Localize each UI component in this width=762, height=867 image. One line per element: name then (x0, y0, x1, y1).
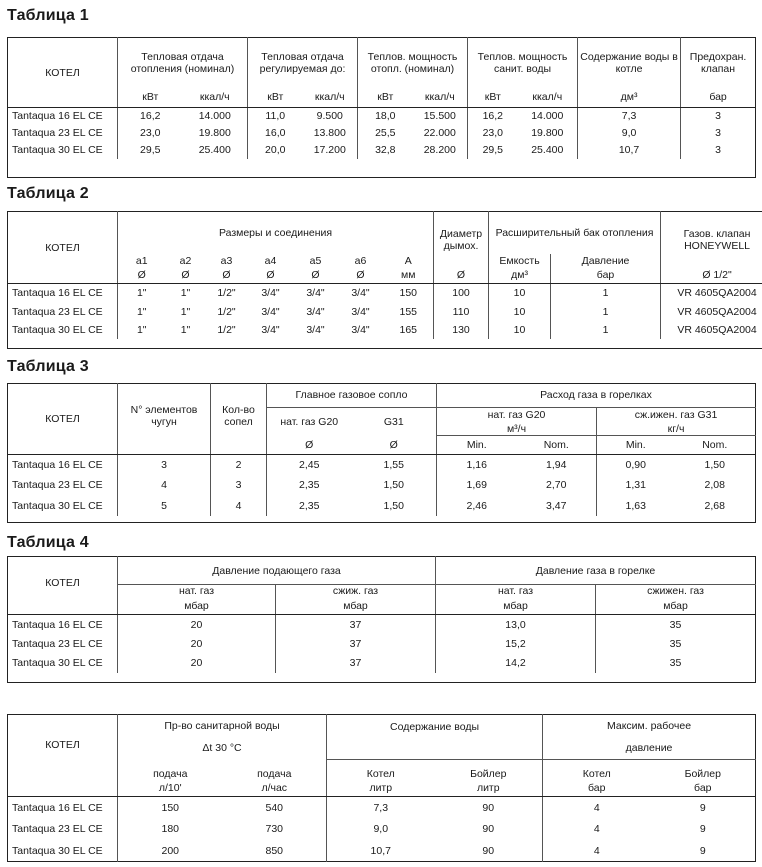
table-row (8, 796, 756, 818)
table2-header-3: Расширительный бак отопления (489, 212, 661, 254)
table2-cell: VR 4605QA2004 (677, 323, 757, 336)
table2-unit: Ø (434, 268, 489, 284)
table2-cell: 1/2" (217, 287, 236, 300)
table5-header-3: Максим. рабочее (607, 719, 692, 732)
table2-cell: 3/4" (261, 287, 280, 300)
table3-header-1: N° элементов чугун (118, 384, 211, 455)
table5-cell: 90 (435, 840, 543, 861)
table3-cell: 1,50 (352, 475, 437, 495)
table2-cell: 3/4" (306, 305, 325, 318)
table1-cell: 7,3 (578, 108, 681, 125)
table4-cell: 35 (669, 657, 682, 669)
table3 (7, 383, 756, 523)
table2-unit: Ø (118, 268, 166, 284)
table-row (8, 840, 756, 861)
table3-sub-flow-g31-unit: кг/ч (667, 422, 685, 435)
table5-cell: 9,0 (373, 823, 389, 836)
table5-sub: подача (153, 767, 188, 780)
table1-cell: 25,5 (375, 127, 396, 139)
table1-cell: 32,8 (375, 144, 396, 156)
table5-cell: 4 (593, 823, 600, 836)
table1-cell: 18,0 (375, 110, 396, 123)
table4-cell: 37 (276, 654, 436, 673)
table5-cell: 9 (699, 844, 706, 857)
table1-cell: 10,7 (578, 142, 681, 159)
table2-unit: Ø (248, 268, 294, 284)
table4-unit: мбар (436, 598, 596, 615)
table2-cell: VR 4605QA2004 (677, 287, 757, 300)
table5-unit: бар (651, 780, 756, 796)
table1-cell: 28.200 (413, 142, 468, 159)
table5-cell: 200 (161, 844, 180, 857)
table5-cell: 9 (699, 801, 706, 814)
table1-unit: ккал/ч (303, 88, 358, 108)
table2-cell: 1" (180, 305, 191, 318)
table1-title: Таблица 1 (7, 7, 89, 24)
table1-cell: 23,0 (482, 127, 503, 139)
table5-unit: л/час (223, 780, 327, 796)
table5 (7, 714, 756, 862)
table1-unit: дм³ (578, 88, 681, 108)
table5-cell: 4 (593, 844, 600, 857)
table2-sub: Давление (551, 254, 661, 268)
table3-kotel-header: КОТЕЛ (8, 384, 118, 455)
table4-cell: 37 (276, 635, 436, 654)
table3-cell: 2,35 (299, 479, 320, 492)
table2-sub: a1 (135, 254, 148, 267)
table3-title: Таблица 3 (7, 358, 89, 375)
table2-title: Таблица 2 (7, 185, 89, 202)
table1-header-6: Предохран. клапан (689, 50, 747, 75)
table2-cell: 1/2" (217, 305, 236, 318)
table2-cell: 1" (136, 323, 147, 336)
table1-cell: 13.800 (303, 125, 358, 142)
table5-cell: Tantaqua 16 EL CE (8, 796, 118, 818)
table2-sub: A (384, 254, 434, 268)
table5-cell: Tantaqua 30 EL CE (8, 840, 118, 861)
table5-sub: подача (223, 759, 327, 779)
table5-header-3b: давление (625, 741, 673, 754)
table1-cell: Tantaqua 16 EL CE (8, 108, 118, 125)
table3-cell: Tantaqua 30 EL CE (8, 496, 118, 516)
table3-cell: 1,94 (517, 455, 597, 475)
table2-unit: бар (551, 268, 661, 284)
table1-cell: 3 (715, 110, 721, 123)
table4-cell: Tantaqua 30 EL CE (8, 654, 118, 673)
table5-unit: литр (435, 780, 543, 796)
table2-unit: мм (384, 268, 434, 284)
table5-sub: Бойлер (651, 759, 756, 779)
table4-kotel-header: КОТЕЛ (8, 557, 118, 615)
table3-unit: Min. (437, 436, 517, 455)
table4-header-1: Давление подающего газа (118, 557, 436, 585)
table1-cell: 15.500 (413, 108, 468, 125)
table5-sub: Бойлер (435, 759, 543, 779)
table3-cell: 4 (211, 496, 267, 516)
table5-unit: литр (327, 780, 435, 796)
table4-sub: сжижен. газ (647, 585, 704, 598)
table3-cell: 1,69 (466, 479, 487, 492)
table1-cell: 25.400 (518, 142, 578, 159)
table3-cell: 2 (211, 455, 267, 475)
table4-unit: мбар (276, 598, 436, 615)
table3-cell: 3,47 (517, 496, 597, 516)
table1-header-3: Теплов. мощность отопл. (номинал) (358, 38, 468, 88)
table3-unit: Nom. (517, 436, 597, 455)
table4-cell: 20 (118, 635, 276, 654)
table5-header-1: Пр-во санитарной воды (118, 715, 327, 737)
table3-cell: 1,50 (352, 496, 437, 516)
table2-cell: 150 (384, 284, 434, 303)
table2-cell: 110 (434, 303, 489, 321)
table2-sub: a4 (264, 254, 277, 267)
table3-cell: 4 (118, 475, 211, 495)
table1-header-5: Содержание воды в котле (578, 38, 681, 88)
table1-unit: бар (681, 88, 756, 108)
table3-sub-flow-g31: сж.ижен. газ G31 (597, 407, 756, 422)
table2-cell: 3/4" (351, 287, 370, 300)
table2-unit: Ø (294, 268, 338, 284)
table1-cell: 9,0 (578, 125, 681, 142)
table1-unit: ккал/ч (183, 88, 248, 108)
table5-sub: Котел (543, 759, 651, 779)
table1-unit: ккал/ч (518, 88, 578, 108)
table2-cell: 3/4" (351, 305, 370, 318)
table1-cell: 16,2 (482, 110, 503, 123)
table5-cell: 850 (223, 840, 327, 861)
table1-cell: 29,5 (140, 144, 161, 156)
table-row (8, 496, 756, 516)
table2-cell: 165 (384, 321, 434, 339)
table-row (8, 303, 762, 321)
table5-cell: 180 (161, 823, 180, 836)
table3-sub-flow-g20: нат. газ G20 (437, 407, 597, 422)
table4-cell: 35 (669, 638, 682, 650)
table3-unit: Nom. (675, 436, 756, 455)
table2-cell: Tantaqua 23 EL CE (8, 303, 118, 321)
table4-unit: мбар (596, 598, 756, 615)
table3-cell: 1,50 (704, 459, 725, 472)
table5-header-2: Содержание воды (327, 715, 543, 760)
table4-cell: 37 (276, 615, 436, 635)
table2-sub: Емкость (489, 254, 551, 268)
table2-unit: дм³ (489, 268, 551, 284)
table1-cell: 29,5 (482, 144, 503, 156)
table-row (8, 635, 756, 654)
table3-sub-g20: нат. газ G20 (267, 407, 352, 435)
table3-cell: 2,46 (466, 499, 487, 512)
table4-sub: сжиж. газ (276, 585, 436, 598)
table1-kotel-header: КОТЕЛ (8, 38, 118, 108)
table3-header-3: Главное газовое сопло (267, 384, 437, 408)
table2-cell: 1" (136, 287, 147, 300)
table2-cell: 10 (489, 321, 551, 339)
table5-cell: 150 (161, 801, 180, 814)
table1-cell: 17.200 (303, 142, 358, 159)
table2-cell: 1" (180, 287, 191, 300)
table3-sub-flow-g20-unit: м³/ч (437, 422, 597, 435)
table3-sub-g31: G31 (352, 407, 437, 435)
table1 (7, 37, 756, 178)
table3-cell: 2,35 (299, 499, 320, 512)
table2-cell: 3/4" (351, 323, 370, 336)
table2-cell: 3/4" (306, 287, 325, 300)
table1-cell: Tantaqua 30 EL CE (8, 142, 118, 159)
table4-cell: Tantaqua 23 EL CE (8, 635, 118, 654)
table5-unit: бар (543, 780, 651, 796)
table2 (7, 211, 762, 349)
table3-cell: Tantaqua 16 EL CE (8, 455, 118, 475)
table2-unit: Ø (338, 268, 384, 284)
table3-cell: 2,45 (299, 459, 320, 472)
table1-unit: кВт (358, 88, 413, 108)
table3-unit: Ø (267, 436, 352, 455)
table2-cell: 3/4" (261, 305, 280, 318)
table2-cell: 1 (551, 321, 661, 339)
table3-cell: 5 (118, 496, 211, 516)
table1-cell: 16,2 (140, 110, 161, 123)
table-row (8, 142, 756, 159)
table3-cell: 0,90 (625, 459, 646, 472)
table4-title: Таблица 4 (7, 534, 89, 551)
table4-sub: нат. газ (118, 585, 276, 598)
table1-unit: ккал/ч (413, 88, 468, 108)
table3-cell: 3 (118, 455, 211, 475)
table1-cell: 25.400 (183, 142, 248, 159)
table1-cell: 23,0 (140, 127, 161, 139)
table-row (8, 819, 756, 840)
table2-sub: a5 (309, 254, 322, 267)
table2-cell: 1" (136, 305, 147, 318)
table2-kotel-header: КОТЕЛ (8, 212, 118, 284)
table3-cell: 2,70 (517, 475, 597, 495)
table-row (8, 455, 756, 475)
table2-sub: a6 (354, 254, 367, 267)
table4-cell: 13,0 (436, 615, 596, 635)
table2-cell: Tantaqua 16 EL CE (8, 284, 118, 303)
table4-cell: 15,2 (436, 635, 596, 654)
table4-cell: 35 (669, 618, 682, 631)
table5-cell: 7,3 (373, 801, 389, 814)
table2-cell: 1/2" (217, 323, 236, 336)
table-row (8, 475, 756, 495)
table1-cell: 20,0 (265, 144, 286, 156)
table2-cell: 1 (551, 284, 661, 303)
table4-cell: Tantaqua 16 EL CE (8, 615, 118, 635)
table2-cell: 1 (551, 303, 661, 321)
table3-header-2: Кол-во сопел (211, 384, 267, 455)
table4-cell: 14,2 (436, 654, 596, 673)
table-row (8, 615, 756, 635)
table1-cell: 14.000 (183, 108, 248, 125)
table4-cell: 20 (118, 615, 276, 635)
table4-cell: 20 (118, 654, 276, 673)
table-row (8, 321, 762, 339)
table2-sub: a2 (179, 254, 192, 267)
table2-cell: Tantaqua 30 EL CE (8, 321, 118, 339)
table1-cell: 19.800 (183, 125, 248, 142)
table3-cell: Tantaqua 23 EL CE (8, 475, 118, 495)
table2-cell: 1" (180, 323, 191, 336)
table-row (8, 125, 756, 142)
table3-cell: 1,16 (466, 459, 487, 472)
table3-cell: 2,08 (704, 479, 725, 492)
table4-unit: мбар (118, 598, 276, 615)
table2-unit: Ø (166, 268, 206, 284)
table3-cell: 3 (211, 475, 267, 495)
table1-cell: 3 (715, 144, 721, 156)
table2-sub: a3 (220, 254, 233, 267)
table5-cell: 10,7 (370, 844, 391, 857)
table2-cell: VR 4605QA2004 (677, 305, 757, 318)
table1-cell: 11,0 (265, 110, 286, 123)
table1-cell: 22.000 (413, 125, 468, 142)
table2-header-2: Диаметр дымох. (434, 212, 489, 268)
table4-sub: нат. газ (436, 585, 596, 598)
table2-header-1: Размеры и соединения (118, 212, 434, 254)
table1-cell: 9.500 (303, 108, 358, 125)
table1-unit: кВт (248, 88, 303, 108)
table2-unit: Ø 1/2" (661, 268, 762, 284)
table2-cell: 3/4" (306, 323, 325, 336)
table3-cell: 1,31 (625, 479, 646, 492)
table4-header-2: Давление газа в горелке (436, 557, 756, 585)
table4 (7, 556, 756, 683)
table1-unit: кВт (468, 88, 518, 108)
table2-cell: 100 (434, 284, 489, 303)
table-row (8, 654, 756, 673)
table5-cell: 90 (435, 819, 543, 840)
table5-unit: л/10' (118, 780, 223, 796)
table5-cell: 4 (593, 801, 600, 814)
table5-cell: Tantaqua 23 EL CE (8, 819, 118, 840)
table1-header-1: Тепловая отдача отопления (номинал) (118, 38, 248, 88)
table5-cell: 730 (223, 819, 327, 840)
table2-header-4: Газов. клапан HONEYWELL (683, 227, 751, 252)
table5-kotel-header: КОТЕЛ (8, 715, 118, 797)
table2-unit: Ø (206, 268, 248, 284)
table5-sub: Котел (327, 759, 435, 779)
table2-cell: 10 (489, 284, 551, 303)
table3-cell: 1,55 (352, 455, 437, 475)
table1-header-2: Тепловая отдача регулируемая до: (248, 38, 358, 88)
table2-cell: 10 (489, 303, 551, 321)
table3-unit: Min. (597, 436, 675, 455)
table5-cell: 90 (435, 796, 543, 818)
table1-cell: 16,0 (265, 127, 286, 139)
table1-unit: кВт (118, 88, 183, 108)
table5-cell: 9 (699, 823, 706, 836)
table-row (8, 108, 756, 125)
table1-header-4: Теплов. мощность санит. воды (468, 38, 578, 88)
table1-cell: 14.000 (518, 108, 578, 125)
table2-cell: 3/4" (261, 323, 280, 336)
table1-cell: Tantaqua 23 EL CE (8, 125, 118, 142)
table-row (8, 284, 762, 303)
table5-cell: 540 (223, 796, 327, 818)
table1-cell: 3 (715, 127, 721, 139)
table3-cell: 1,63 (625, 499, 646, 512)
table3-unit: Ø (352, 436, 437, 455)
table2-cell: 155 (384, 303, 434, 321)
table3-header-4: Расход газа в горелках (540, 389, 652, 402)
table3-cell: 2,68 (704, 499, 725, 512)
table2-cell: 130 (434, 321, 489, 339)
table1-cell: 19.800 (518, 125, 578, 142)
table5-header-1b: Δt 30 °C (118, 737, 327, 759)
